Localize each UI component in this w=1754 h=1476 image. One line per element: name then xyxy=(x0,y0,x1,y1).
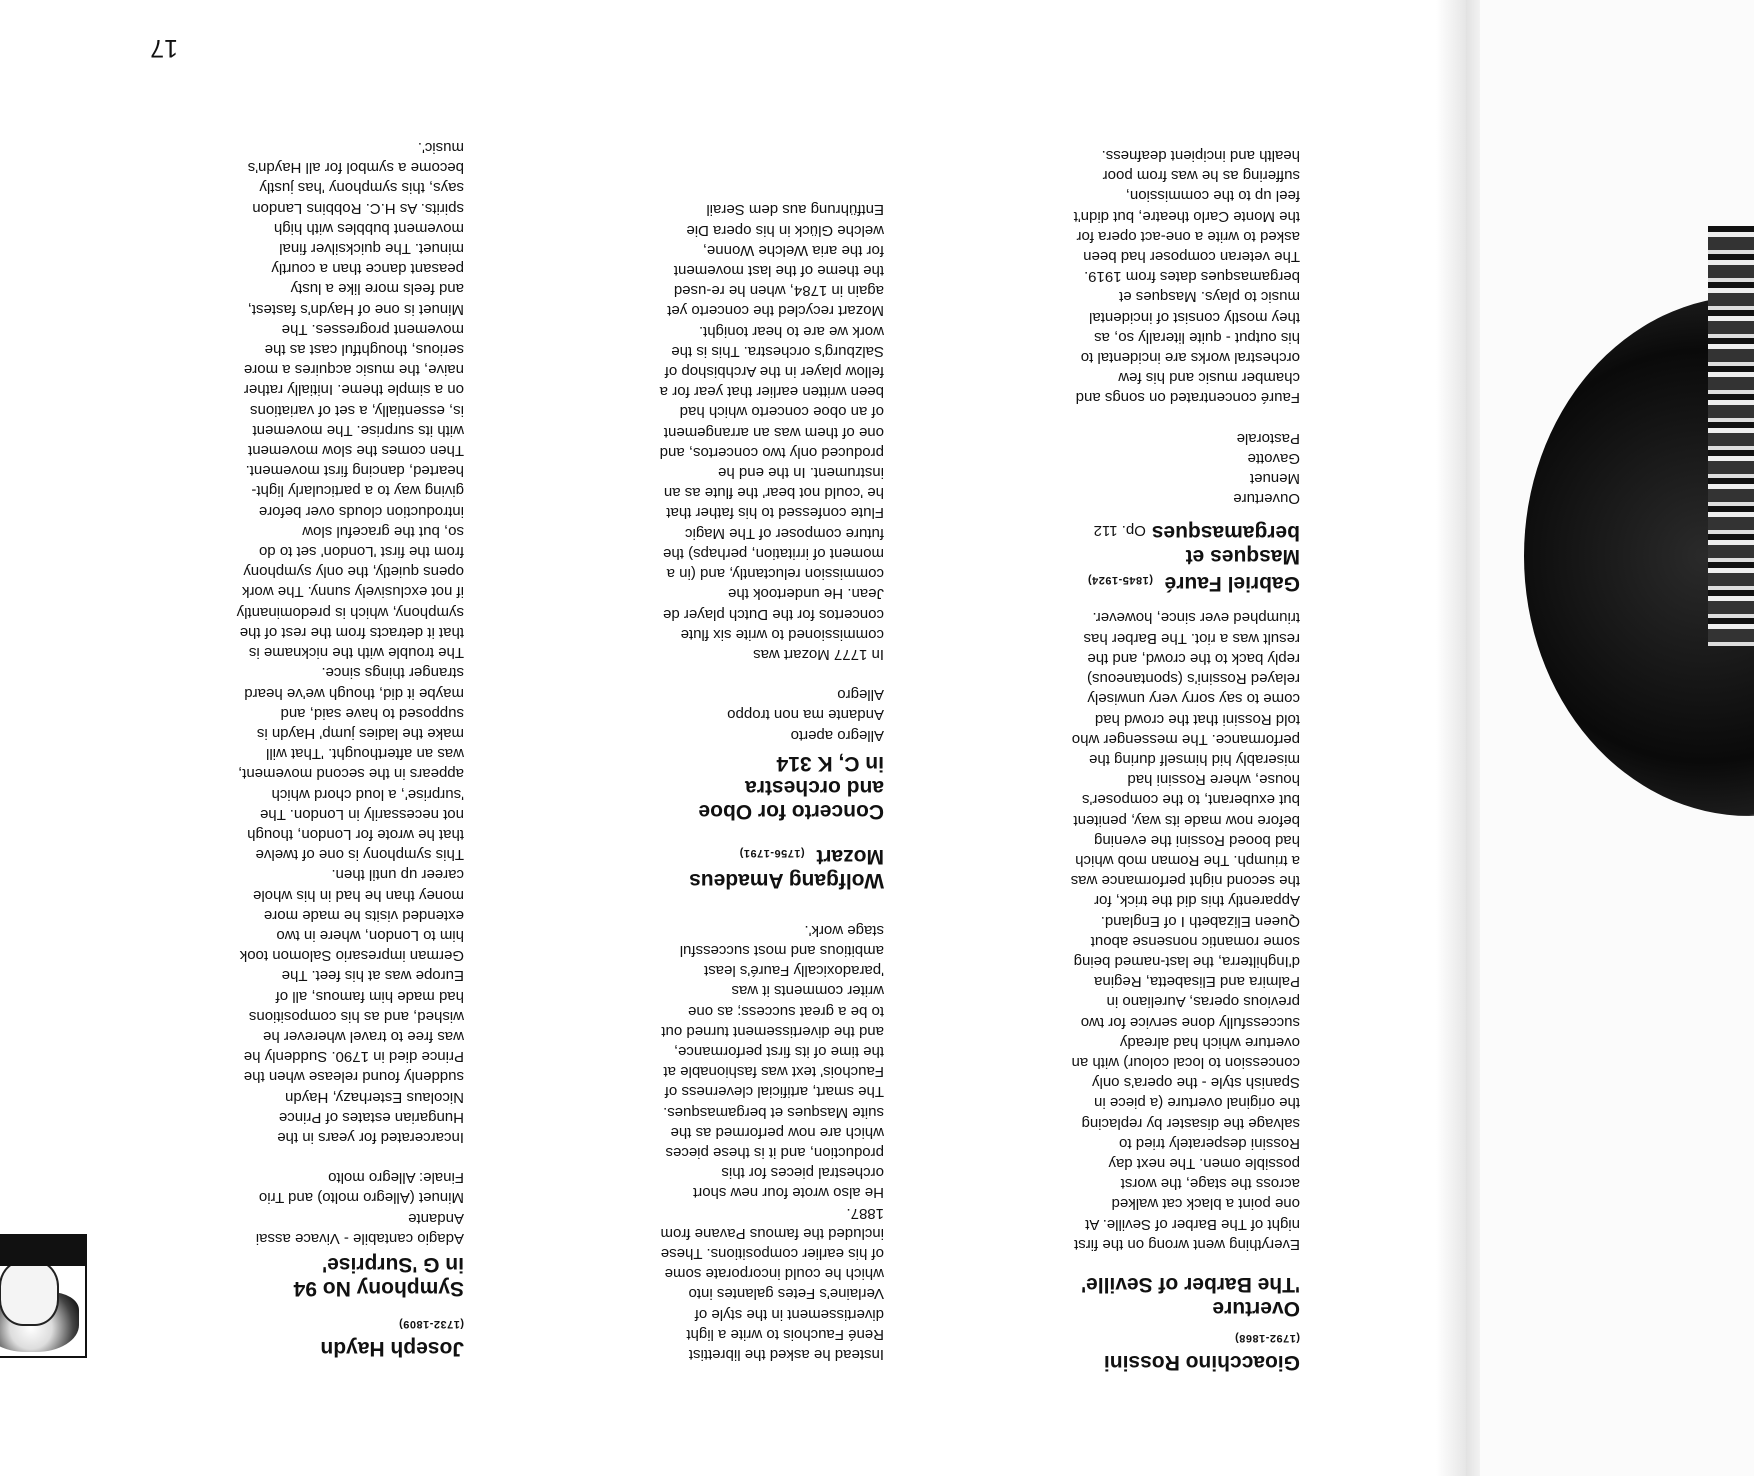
text-line: 'surprise', a loud chord which xyxy=(271,785,464,803)
movement-line: Adagio cantabile - Vivace assai xyxy=(255,1229,464,1247)
rossini-composer xyxy=(1071,1350,1300,1374)
text-line: but exuberant, to the composer's xyxy=(1082,791,1300,809)
faure-work-title: bergamasques xyxy=(1151,521,1300,545)
text-line: divertissement in the style of xyxy=(694,1305,884,1323)
text-line: says, this symphony 'has justly xyxy=(259,179,464,197)
text-line: the time of its first performance, xyxy=(673,1042,884,1060)
faure-work-line-1: Masques et xyxy=(1185,545,1300,569)
photo-strip xyxy=(1708,226,1754,646)
movement-line: Pastorale xyxy=(1236,429,1300,447)
text-line: production, and it is these pieces xyxy=(665,1143,884,1161)
text-line: included the famous Pavane from xyxy=(660,1224,884,1242)
text-line: René Fauchois to write a light xyxy=(686,1325,884,1343)
faure-name: Gabriel Fauré xyxy=(1164,572,1300,596)
text-line: feel up to the commission, xyxy=(1125,187,1300,205)
text-line: that he wrote for London, though xyxy=(247,825,464,843)
text-line: music to plays. Masques et xyxy=(1119,288,1300,306)
text-line: concertos for the Dutch player de xyxy=(663,605,884,623)
text-line: which are now performed as the xyxy=(670,1123,884,1141)
rossini-work-line-2: 'The Barber of Seville' xyxy=(1081,1272,1300,1296)
haydn-section xyxy=(237,137,464,1360)
text-line: Everything went wrong on the first xyxy=(1074,1235,1300,1253)
text-line: supposed to have said, and xyxy=(280,704,464,722)
text-line: moment of irritation, perhaps) the xyxy=(663,544,884,562)
text-line: wished, and as his compositions xyxy=(248,1007,464,1025)
mozart-composer-line-2 xyxy=(660,841,884,868)
mozart-work-line-3: in C, K 314 xyxy=(776,751,884,775)
haydn-work-line-2: in G 'Surprise' xyxy=(322,1252,464,1276)
faure-section xyxy=(1071,145,1300,595)
mozart-work-line-2: and orchestra xyxy=(745,775,884,799)
text-line: previous operas, Aureliano in xyxy=(1106,993,1300,1011)
text-line: concession to local colour) with an xyxy=(1071,1053,1300,1071)
rossini-dates: (1792-1868) xyxy=(1234,1332,1300,1344)
text-line: triumphed ever since, however. xyxy=(1092,609,1300,627)
text-line: Hungarian estates of Prince xyxy=(278,1108,464,1126)
text-line: suddenly found release when the xyxy=(243,1068,464,1086)
text-line: introduction clouds over before xyxy=(258,502,464,520)
text-line: spirits. As H.C. Robbins Landon xyxy=(252,199,464,217)
text-line: become a symbol for all Haydn's xyxy=(247,159,464,177)
page-number: 17 xyxy=(150,34,178,62)
mozart-movements xyxy=(660,684,884,745)
text-line: on a simple theme. Initially rather xyxy=(243,381,464,399)
text-line: Fauchois' text was fashionable at xyxy=(663,1063,884,1081)
text-line: Nicolaus Esterhazy, Haydn xyxy=(285,1088,464,1106)
text-line: the original overture (a piece in xyxy=(1094,1094,1300,1112)
text-line: he 'could not bear' the flute as an xyxy=(663,484,884,502)
text-line: 'paradoxically Fauré's least xyxy=(704,962,884,980)
text-line: fellow player in the Archbishop of xyxy=(664,363,884,381)
haydn-portrait xyxy=(0,1234,87,1358)
mozart-body-text xyxy=(660,199,884,664)
text-line: produced only two concertos, and xyxy=(659,443,884,461)
text-line: asked to write a one-act opera for xyxy=(1076,227,1300,245)
faure-continued-text xyxy=(660,920,884,1364)
text-line: Apparently this did the trick, for xyxy=(1094,892,1300,910)
text-line: In 1777 Mozart was xyxy=(753,645,884,663)
text-line: maybe it did, though we've heard xyxy=(244,684,464,702)
text-line: and feels more like a lusty xyxy=(290,280,464,298)
faure-dates: (1845-1924) xyxy=(1087,574,1153,587)
text-line: health and incipient deafness. xyxy=(1101,147,1300,165)
text-line: 1887. xyxy=(846,1204,884,1222)
text-line: Spanish style - the opera's only xyxy=(1092,1074,1300,1092)
text-line: peasant dance than a courtly xyxy=(271,260,464,278)
text-line: chamber music and his few xyxy=(1118,369,1300,387)
text-line: the Monte Carlo theatre, but didn't xyxy=(1073,207,1300,225)
text-line: commissioned to write six flute xyxy=(680,625,884,643)
text-line: Mozart recycled the concerto yet xyxy=(667,302,884,320)
mozart-composer-line-1: Wolfgang Amadeus xyxy=(689,868,884,892)
text-line: The veteran composer had been xyxy=(1083,248,1300,266)
text-line: writer comments it was xyxy=(731,982,884,1000)
text-line: work we are to hear tonight. xyxy=(698,322,884,340)
movement-line: Menuet xyxy=(1249,470,1300,488)
text-line: giving way to a particularly light- xyxy=(251,482,464,500)
rossini-name: Gioacchino Rossini xyxy=(1103,1351,1300,1374)
text-line: was free to travel wherever he xyxy=(263,1027,464,1045)
text-line: reply back to the crowd, and the xyxy=(1087,649,1300,667)
text-line: bergamasques dates from 1919. xyxy=(1084,268,1300,286)
rossini-body-text xyxy=(1071,607,1300,1254)
faure-body-text xyxy=(1071,145,1300,408)
text-line: Europe was at his feet. The xyxy=(281,967,464,985)
text-line: minuet. The quicksilver final xyxy=(279,240,464,258)
text-line: He also wrote four new short xyxy=(693,1184,884,1202)
text-line: successfully done service for two xyxy=(1080,1013,1300,1031)
text-line: is, essentially, a set of variations xyxy=(250,401,464,419)
text-line: career up until then. xyxy=(331,866,464,884)
text-line: Incarcerated for years in the xyxy=(277,1128,464,1146)
text-line: instrument. In the end he xyxy=(718,464,884,482)
text-line: of an oboe concerto which had xyxy=(679,403,884,421)
mozart-section xyxy=(660,199,884,891)
text-line: Instead he asked the librettist xyxy=(688,1346,884,1363)
text-line: make the ladies jump' Haydn is xyxy=(256,724,464,742)
text-line: German impresario Salomon took xyxy=(239,947,464,965)
text-line: Prince died in 1790. Suddenly he xyxy=(243,1048,464,1066)
text-line: before now made its way, penitent xyxy=(1073,811,1300,829)
text-line: suite Masques et bergamasques. xyxy=(663,1103,884,1121)
text-line: Palmira and Elisabetta, Regina xyxy=(1094,973,1300,991)
text-line: relayed Rossini's (spontaneous) xyxy=(1087,670,1300,688)
movement-line: Ouverture xyxy=(1233,490,1300,508)
text-line: had booed Rossini the evening xyxy=(1094,831,1300,849)
haydn-movements xyxy=(237,1167,464,1248)
mozart-work-line-1: Concerto for Oboe xyxy=(698,799,884,823)
text-line: Minuet is one of Haydn's fastest, xyxy=(247,300,464,318)
text-line: suffering as he was from poor xyxy=(1102,167,1300,185)
text-line: music'. xyxy=(417,139,464,157)
text-line: Jean. He undertook the xyxy=(728,585,884,603)
column-faure-mozart xyxy=(660,199,884,1364)
text-line: possible omen. The next day xyxy=(1108,1154,1300,1172)
faure-work-line-2 xyxy=(1071,518,1300,544)
text-line: which he could incorporate some xyxy=(664,1265,884,1283)
movement-line: Minuet (Allegro molto) and Trio xyxy=(258,1189,464,1207)
text-line: of his earlier compositions. These xyxy=(660,1244,884,1262)
portrait-face xyxy=(0,1260,59,1326)
faure-composer xyxy=(1071,568,1300,595)
text-line: and the divertissement turned out xyxy=(661,1022,884,1040)
text-line: one point a black cat walked xyxy=(1111,1195,1300,1213)
text-line: Rossini desperately tried to xyxy=(1119,1134,1300,1152)
haydn-work-line-1: Symphony No 94 xyxy=(293,1276,464,1300)
text-line: if not exclusively sunny. The work xyxy=(241,583,464,601)
faure-opus: Op. 112 xyxy=(1093,522,1146,540)
text-line: come to say sorry very unwisely xyxy=(1087,690,1300,708)
text-line: ambitious and most successful xyxy=(679,941,884,959)
text-line: symphony, which is predominantly xyxy=(236,603,464,621)
text-line: orchestral pieces for this xyxy=(721,1164,884,1182)
text-line: Entführung aus dem Serail xyxy=(706,201,884,219)
faure-movements xyxy=(1071,427,1300,508)
page-gutter xyxy=(1436,0,1466,1476)
text-line: commission reluctantly, and (in a xyxy=(666,565,884,583)
text-line: money than he had in his whole xyxy=(253,886,464,904)
text-line: been written earlier that year for a xyxy=(659,383,884,401)
page-edge xyxy=(1466,0,1480,1476)
haydn-composer: Joseph Haydn xyxy=(320,1337,464,1360)
text-line: one of them was an arrangement xyxy=(663,423,884,441)
text-line: house, where Rossini had xyxy=(1127,771,1300,789)
text-line: that it detracts from the rest of the xyxy=(239,623,464,641)
text-line: result was a riot. The Barber has xyxy=(1083,629,1300,647)
text-line: from the first 'London' set to do xyxy=(258,543,464,561)
text-line: stranger things since. xyxy=(321,664,464,682)
text-line: him to London, where in two xyxy=(276,926,464,944)
text-line: told Rossini that the crowd had xyxy=(1094,710,1300,728)
text-line: was an afterthought. 'That will xyxy=(266,745,464,763)
text-line: hearted, dancing first movement. xyxy=(245,462,464,480)
movement-line: Andante ma non troppo xyxy=(727,706,884,724)
text-line: they mostly consist of incidental xyxy=(1089,308,1300,326)
text-line: Verlaine's Fetes galantes into xyxy=(688,1285,884,1303)
text-line: miserably hid himself during the xyxy=(1089,750,1300,768)
movement-line: Allegro aperto xyxy=(790,726,884,744)
mozart-name: Mozart xyxy=(816,844,884,868)
text-line: serious, thoughtful cast as the xyxy=(264,341,464,359)
text-line: Fauré concentrated on songs and xyxy=(1075,389,1300,407)
text-line: d'Inghilterra, the last-named being xyxy=(1073,952,1300,970)
haydn-dates: (1732-1809) xyxy=(398,1318,464,1330)
text-line: orchestral works are incidental to xyxy=(1080,349,1300,367)
text-line: opens quietly, the only symphony xyxy=(243,563,464,581)
rossini-work-line-1: Overture xyxy=(1212,1296,1300,1320)
text-line: some romantic nonsense about xyxy=(1090,932,1300,950)
text-line: appears in the second movement, xyxy=(238,765,464,783)
column-rossini-faure xyxy=(1071,145,1300,1374)
text-line: to be a great success; as one xyxy=(688,1002,884,1020)
text-line: across the stage, the worst xyxy=(1120,1175,1300,1193)
text-line: The smart, artificial cleverness of xyxy=(664,1083,884,1101)
column-haydn xyxy=(237,137,464,1360)
text-line: welche Glück in his opera Die xyxy=(686,221,884,239)
text-line: with its surprise. The movement xyxy=(252,421,464,439)
photo-page xyxy=(1466,0,1754,1476)
movement-line: Andante xyxy=(408,1209,464,1227)
text-line: his output - quite literally so, as xyxy=(1094,328,1300,346)
text-line: Flute confessed to his father that xyxy=(666,504,884,522)
text-line: night of The Barber of Seville. At xyxy=(1085,1215,1300,1233)
text-line: The trouble with the nickname is xyxy=(248,644,464,662)
text-line: not necessarily in London. The xyxy=(259,805,464,823)
text-line: for the aria Welche Wonne, xyxy=(702,241,884,259)
text-line: This symphony is one of twelve xyxy=(255,846,464,864)
text-line: stage work'. xyxy=(804,921,884,939)
text-line: future composer of The Magic xyxy=(685,524,884,542)
haydn-body-text xyxy=(237,137,464,1147)
text-line: Salzburg's orchestra. This is the xyxy=(671,342,884,360)
text-line: again in 1784, when he re-used xyxy=(673,282,884,300)
movement-line: Gavotte xyxy=(1247,449,1300,467)
text-line: movement progresses. The xyxy=(281,320,464,338)
text-line: overture which had already xyxy=(1119,1033,1300,1051)
text-line: salvage the disaster by replacing xyxy=(1081,1114,1300,1132)
movement-line: Allegro xyxy=(837,686,884,704)
text-line: so, but the graceful slow xyxy=(302,522,464,540)
text-line: had made him famous, all of xyxy=(275,987,464,1005)
text-line: the theme of the last movement xyxy=(673,262,884,280)
portrait-coat xyxy=(0,1234,85,1266)
text-line: Then comes the slow movement xyxy=(248,442,464,460)
mozart-dates: (1756-1791) xyxy=(739,846,805,859)
movement-line: Finale: Allegro molto xyxy=(328,1169,464,1187)
text-line: extended visits he made more xyxy=(263,906,464,924)
text-line: the second night performance was xyxy=(1070,872,1300,890)
rossini-section xyxy=(1071,607,1300,1374)
text-line: a triumph. The Roman mob which xyxy=(1075,851,1300,869)
text-line: naive, the music acquires a more xyxy=(243,361,464,379)
text-line: performance. The messenger who xyxy=(1071,730,1300,748)
text-line: movement bubbles with high xyxy=(273,219,464,237)
text-line: Queen Elizabeth I of England. xyxy=(1100,912,1300,930)
